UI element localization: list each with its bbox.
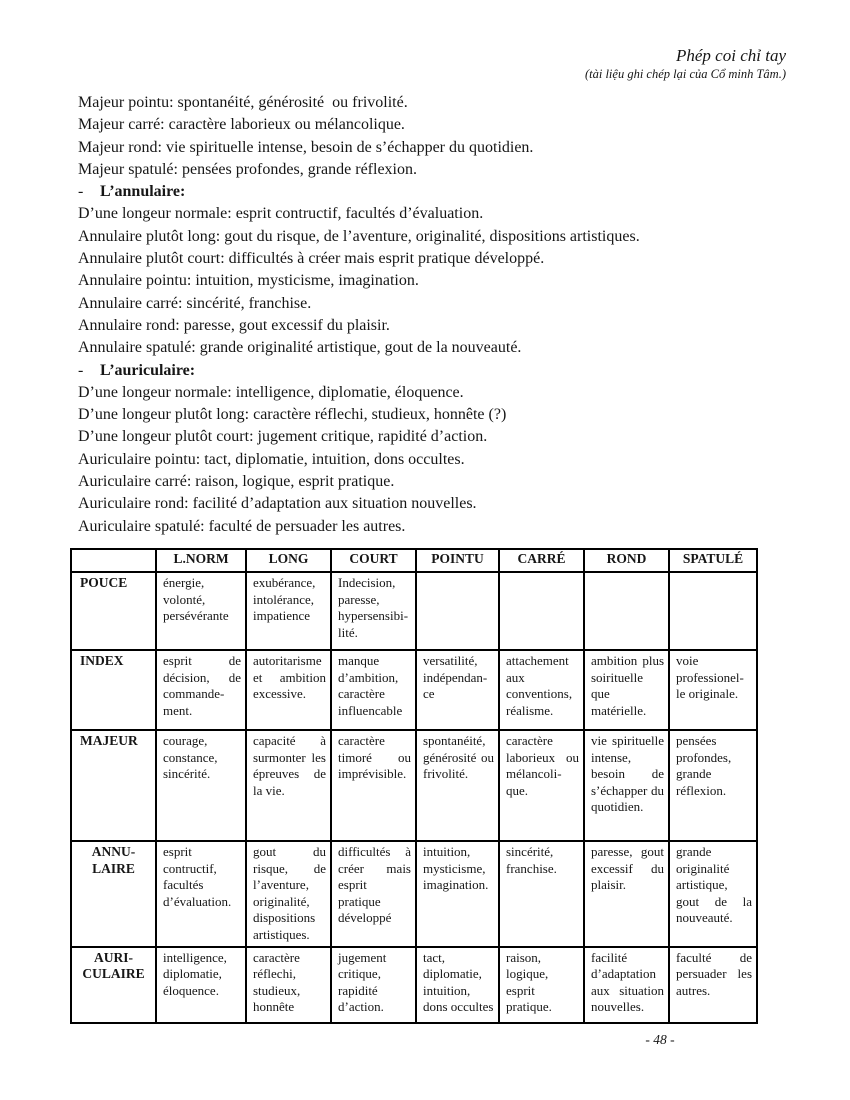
table-header-row (71, 549, 757, 572)
body-line: Auriculaire spatulé: faculté de persuader les autres. (78, 517, 406, 535)
table-cell: énergie, volonté, persévérante (156, 572, 246, 650)
table-cell: caractère timoré ou imprévisible. (331, 730, 416, 841)
table-row (71, 841, 757, 947)
table-cell: exubérance, intolérance, impatience (246, 572, 331, 650)
document-title: Phép coi chỉ tay (676, 46, 786, 65)
document-header (585, 46, 786, 82)
table-row (71, 730, 757, 841)
table-cell: attachement aux conventions, réalisme. (499, 650, 584, 730)
bullet-heading-label: L’auriculaire: (100, 361, 196, 379)
finger-table-container (70, 548, 756, 1024)
body-line: Auriculaire rond: facilité d’adaptation aux situation nouvelles. (78, 495, 477, 513)
bullet-dash: - (78, 361, 84, 379)
table-cell: facilité d’adaptation aux situation nouvelles. (584, 947, 669, 1023)
table-cell: esprit contructif, facultés d’évaluation. (156, 841, 246, 947)
body-line: Annulaire spatulé: grande originalité artistique, gout de la nouveauté. (78, 339, 522, 357)
table-cell: autoritarisme et ambition excessive. (246, 650, 331, 730)
row-label: POUCE (71, 572, 156, 650)
bullet-heading (78, 181, 778, 203)
body-line: D’une longeur normale: intelligence, diplomatie, éloquence. (78, 383, 464, 401)
column-header: LONG (246, 549, 331, 572)
table-cell: gout du risque, de l’aventure, originalité, dispositions artistiques. (246, 841, 331, 947)
body-line: Majeur carré: caractère laborieux ou mélancolique. (78, 116, 405, 134)
table-cell (499, 572, 584, 650)
finger-qualities-table (70, 548, 758, 1024)
table-cell (416, 572, 499, 650)
table-cell: voie professionel-le originale. (669, 650, 757, 730)
body-line: Auriculaire pointu: tact, diplomatie, intuition, dons occultes. (78, 450, 465, 468)
body-line: Majeur spatulé: pensées profondes, grande réflexion. (78, 160, 417, 178)
row-label: MAJEUR (71, 730, 156, 841)
table-cell: grande originalité artistique, gout de la nouveauté. (669, 841, 757, 947)
table-cell: paresse, gout excessif du plaisir. (584, 841, 669, 947)
column-header: POINTU (416, 549, 499, 572)
table-row (71, 572, 757, 650)
body-text (78, 92, 778, 538)
body-line: D’une longeur plutôt court: jugement critique, rapidité d’action. (78, 428, 488, 446)
body-line: Majeur rond: vie spirituelle intense, besoin de s’échapper du quotidien. (78, 138, 534, 156)
row-label: AURI-CULAIRE (71, 947, 156, 1023)
table-cell: caractère réflechi, studieux, honnête (246, 947, 331, 1023)
body-line: Auriculaire carré: raison, logique, esprit pratique. (78, 473, 395, 491)
column-header (71, 549, 156, 572)
table-cell: vie spirituelle intense, besoin de s’échapper du quotidien. (584, 730, 669, 841)
table-cell: caractère laborieux ou mélancoli-que. (499, 730, 584, 841)
table-row (71, 650, 757, 730)
table-cell: sincérité, franchise. (499, 841, 584, 947)
body-line: D’une longeur normale: esprit contructif, facultés d’évaluation. (78, 205, 484, 223)
table-cell: faculté de persuader les autres. (669, 947, 757, 1023)
bullet-dash: - (78, 183, 84, 201)
page-number: - 48 - (645, 1032, 675, 1047)
body-line: D’une longeur plutôt long: caractère réflechi, studieux, honnête (?) (78, 406, 507, 424)
table-cell: capacité à surmonter les épreuves de la vie. (246, 730, 331, 841)
column-header: COURT (331, 549, 416, 572)
row-label: ANNU-LAIRE (71, 841, 156, 947)
table-cell: intelligence, diplomatie, éloquence. (156, 947, 246, 1023)
table-cell: esprit de décision, de commande-ment. (156, 650, 246, 730)
table-cell: tact, diplomatie, intuition, dons occultes (416, 947, 499, 1023)
document-subtitle: (tài liệu ghi chép lại của Cổ minh Tâm.) (584, 67, 786, 81)
table-cell: jugement critique, rapidité d’action. (331, 947, 416, 1023)
table-cell: versatilité, indépendan-ce (416, 650, 499, 730)
table-row (71, 947, 757, 1023)
bullet-heading-label: L’annulaire: (100, 183, 186, 201)
table-cell: difficultés à créer mais esprit pratique développé (331, 841, 416, 947)
column-header: L.NORM (156, 549, 246, 572)
body-line: Annulaire carré: sincérité, franchise. (78, 294, 312, 312)
column-header: ROND (584, 549, 669, 572)
table-cell: pensées profondes, grande réflexion. (669, 730, 757, 841)
table-cell: intuition, mysticisme, imagination. (416, 841, 499, 947)
body-line: Annulaire plutôt court: difficultés à créer mais esprit pratique développé. (78, 250, 545, 268)
table-cell (584, 572, 669, 650)
table-cell: raison, logique, esprit pratique. (499, 947, 584, 1023)
body-line: Annulaire plutôt long: gout du risque, de l’aventure, originalité, dispositions artistiques. (78, 227, 640, 245)
row-label: INDEX (71, 650, 156, 730)
table-cell: spontanéité, générosité ou frivolité. (416, 730, 499, 841)
body-line: Annulaire rond: paresse, gout excessif du plaisir. (78, 316, 390, 334)
table-cell: courage, constance, sincérité. (156, 730, 246, 841)
table-cell: manque d’ambition, caractère influencable (331, 650, 416, 730)
table-cell: Indecision, paresse, hypersensibi-lité. (331, 572, 416, 650)
table-cell: ambition plus soirituelle que matérielle. (584, 650, 669, 730)
bullet-heading (78, 360, 778, 382)
body-line: Annulaire pointu: intuition, mysticisme, imagination. (78, 272, 419, 290)
body-line: Majeur pointu: spontanéité, générosité ou frivolité. (78, 94, 408, 111)
table-cell (669, 572, 757, 650)
column-header: CARRÉ (499, 549, 584, 572)
column-header: SPATULÉ (669, 549, 757, 572)
